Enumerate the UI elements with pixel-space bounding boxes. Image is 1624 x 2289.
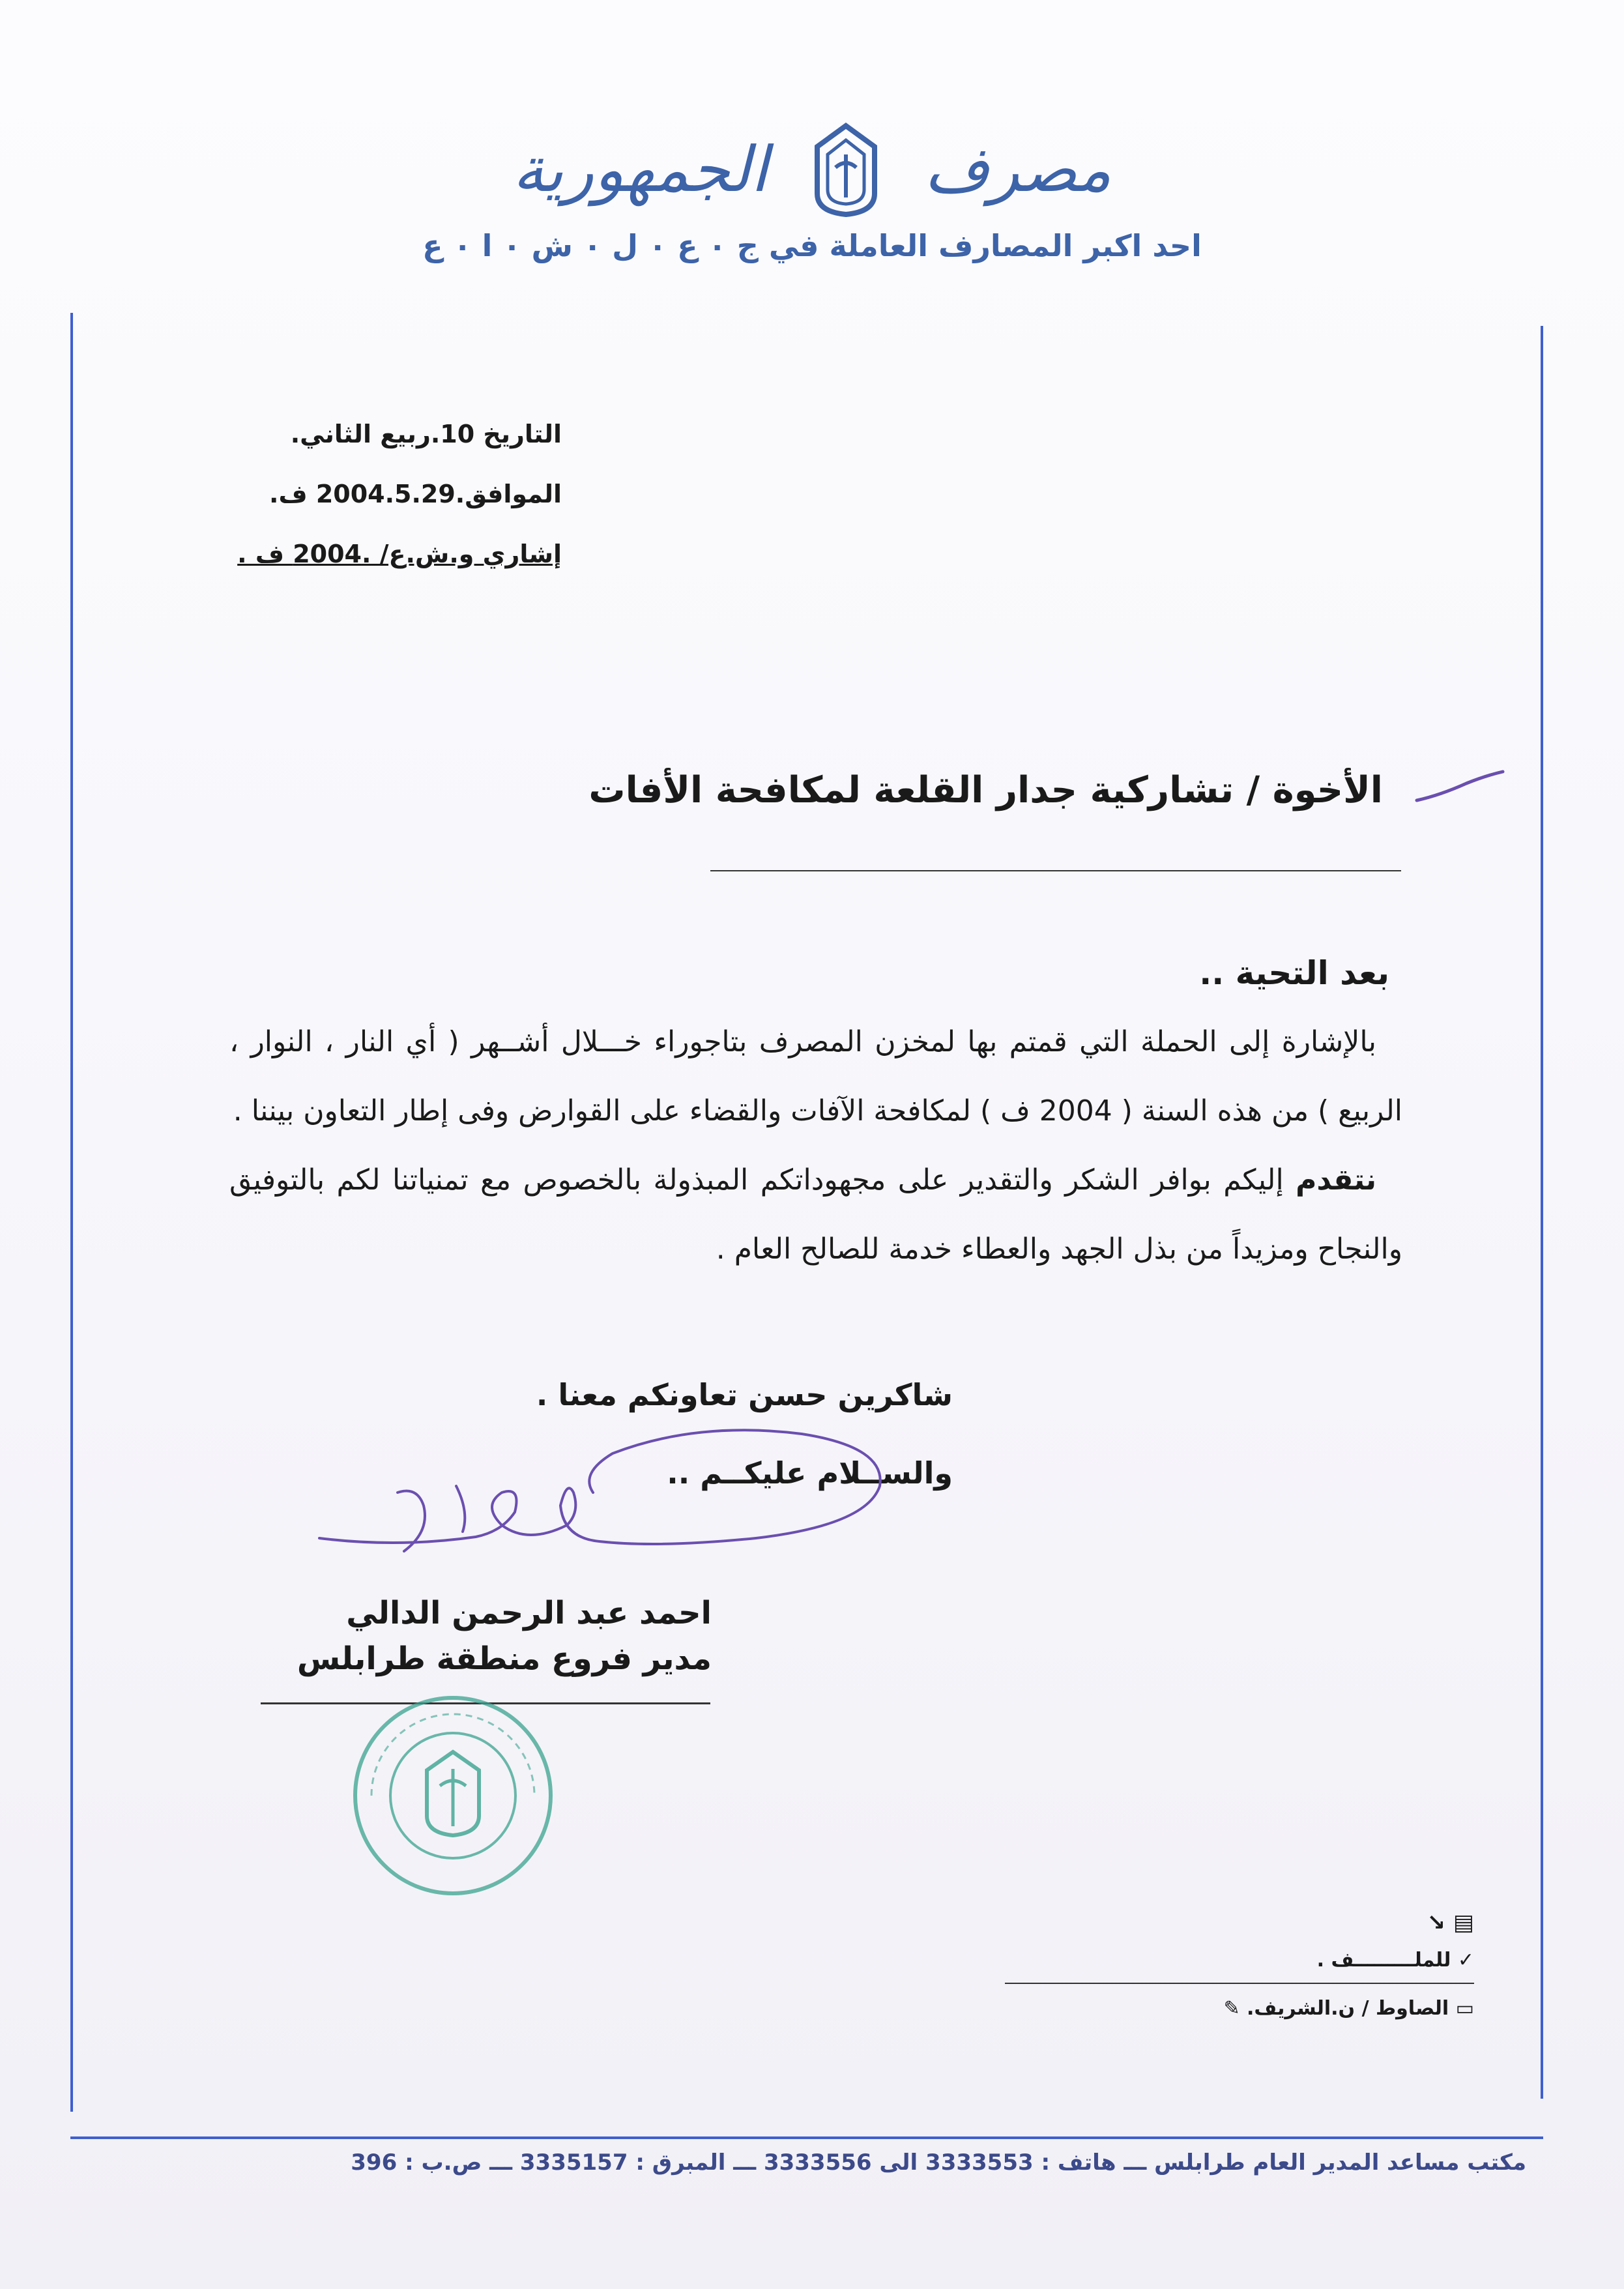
date-hijri: التاريخ 10.ربيع الثاني. [290,420,562,448]
document-icon: ▤ [1453,1910,1474,1936]
address-footer: مكتب مساعد المدير العام طرابلس ـــ هاتف : 3333553 الى 3333556 ـــ المبرق : 3335157 ـــ ص.ب : 396 [351,2150,1526,2176]
bank-name-left: الجمهورية [512,133,768,206]
arrow-icon: ↘ [1427,1910,1446,1936]
closing-thanks: شاكرين حسن تعاونكم معنا . [536,1377,953,1412]
bank-emblem-icon [807,121,885,218]
signer-block [297,1590,712,1682]
check-mark-stroke [1414,769,1505,808]
file-to-file-label: للملـــــــــف . [1316,1949,1451,1972]
pen-icon: ✎ [1223,1997,1240,2020]
file-notes [1005,1910,1474,2027]
file-rule [1005,1983,1474,1984]
bank-name-right: مصرف [924,133,1112,206]
computer-icon: ▭ [1455,1997,1474,2020]
check-icon: ✓ [1457,1949,1474,1972]
frame-bottom-border [70,2136,1543,2139]
file-typist [1005,1990,1474,2027]
paragraph-2-lead: نتقدم [1296,1163,1376,1197]
signer-title: مدير فروع منطقة طرابلس [297,1640,712,1677]
paragraph-2 [229,1146,1402,1284]
closing-salutation: والســلام عليكــم .. [667,1455,953,1491]
paragraph-2-rest: إليكم بوافر الشكر والتقدير على مجهوداتكم المبذولة بالخصوص مع تمنياتنا لكم بالتوفيق والنجاح ومزيداً من بذل الجهد والعطاء خدمة للصالح العام . [229,1163,1402,1266]
recipient-underline [710,870,1401,871]
greeting: بعد التحية .. [1199,954,1389,992]
frame-left-border [70,313,73,2112]
signer-name: احمد عبد الرحمن الدالي [346,1595,712,1631]
recipient-line: الأخوة / تشاركية جدار القلعة لمكافحة الأفات [588,769,1383,811]
reference-block [106,404,562,584]
date-gregorian: الموافق.2004.5.29 ف. [269,480,562,508]
file-icons [1005,1910,1474,1942]
official-stamp [345,1688,560,1903]
frame-right-border [1541,326,1543,2099]
handwritten-signature [306,1408,919,1577]
file-to-file [1005,1942,1474,1979]
bank-letterhead [0,111,1624,228]
letter-body [229,939,1402,1284]
reference-number: إشاري و.ش.ع/ .2004 ف . [237,540,562,568]
bank-tagline: احد اكبر المصارف العاملة في ج ٠ ع ٠ ل ٠ ش ٠ ا ٠ ع [422,228,1202,263]
file-typist-label: الصاوط / ن.الشريف. [1247,1997,1449,2020]
paragraph-1: بالإشارة إلى الحملة التي قمتم بها لمخزن المصرف بتاجوراء خـــلال أشــهر ( أي النار ، النوار ، الربيع ) من هذه السنة ( 2004 ف ) لمكافحة الآفات والقضاء على القوارض وفى إطار التعاون بيننا . [229,1025,1402,1128]
